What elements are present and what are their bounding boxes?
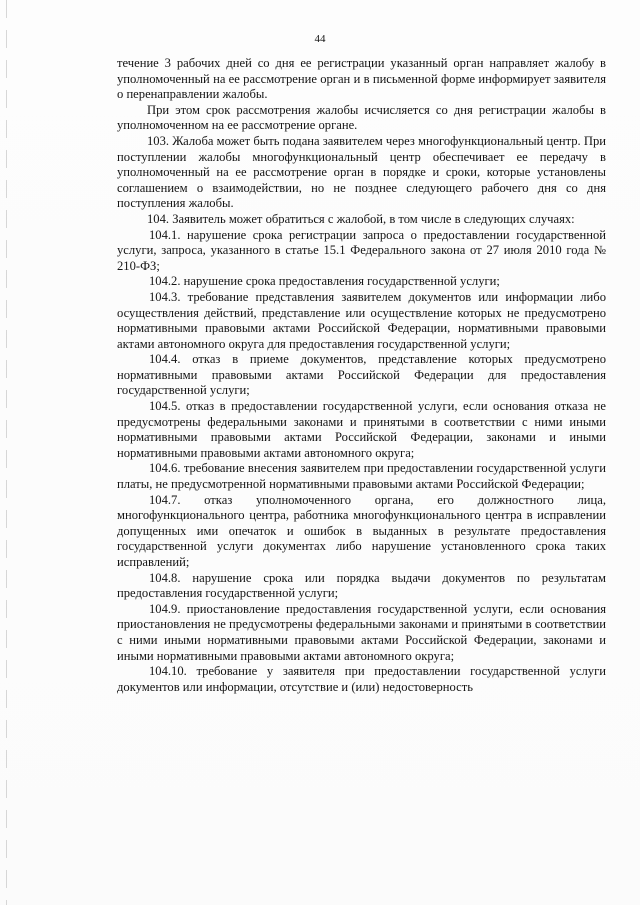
paragraph-103: 103. Жалоба может быть подана заявителем через многофункциональный центр. При поступлении жалобы многофункциональный центр обеспечивает ее передачу в уполномоченный на ее рассмотрение орган в порядке и сроки, которые установлены соглашением о взаимодействии, но не позднее следующего рабочего дня со дня поступления жалобы. [117,133,606,211]
subparagraph-104-8: 104.8. нарушение срока или порядка выдачи документов по результатам предоставления государственной услуги; [117,570,606,601]
paragraph: При этом срок рассмотрения жалобы исчисляется со дня регистрации жалобы в уполномоченном на ее рассмотрение органе. [117,102,606,133]
paragraph-continuation: течение 3 рабочих дней со дня ее регистрации указанный орган направляет жалобу в уполномоченный на ее рассмотрение орган и в письменной форме информирует заявителя о перенаправлении жалобы. [117,56,606,102]
subparagraph-104-3: 104.3. требование представления заявителем документов или информации либо осуществления действий, представление или осуществление которых не предусмотрено нормативными правовыми актами Российской Федерации, нормативными правовыми актами автономного округа для предоставления государственной услуги; [117,289,606,351]
subparagraph-104-9: 104.9. приостановление предоставления государственной услуги, если основания приостановления не предусмотрены федеральными законами и принятыми в соответствии с ними иными нормативными правовыми актами Российской Федерации, законами и иными нормативными правовыми актами автономного округа; [117,601,606,663]
paragraph-104: 104. Заявитель может обратиться с жалобой, в том числе в следующих случаях: [147,211,575,226]
subparagraph-104-4: 104.4. отказ в приеме документов, представление которых предусмотрено нормативными правовыми актами Российской Федерации для предоставления государственной услуги; [117,352,606,398]
subparagraph-104-6: 104.6. требование внесения заявителем при предоставлении государственной услуги платы, не предусмотренной нормативными правовыми актами Российской Федерации; [117,461,606,492]
subparagraph-104-7: 104.7. отказ уполномоченного органа, его должностного лица, многофункционального центра, работника многофункционального центра в исправлении допущенных ими опечаток и ошибок в выданных в результате предоставления государственной услуги документах либо нарушение установленного срока таких исправлений; [117,492,606,569]
body-text [117,56,606,695]
subparagraph-104-2: 104.2. нарушение срока предоставления государственной услуги; [149,274,500,289]
subparagraph-104-1: 104.1. нарушение срока регистрации запроса о предоставлении государственной услуги, запроса, указанного в статье 15.1 Федерального закона от 27 июля 2010 года № 210-ФЗ; [117,227,606,273]
scan-edge-artifact [6,0,7,905]
subparagraph-104-10: 104.10. требование у заявителя при предоставлении государственной услуги документов или информации, отсутствие и (или) недостоверность [117,664,606,694]
page-number: 44 [314,33,326,45]
subparagraph-104-5: 104.5. отказ в предоставлении государственной услуги, если основания отказа не предусмотрены федеральными законами и принятыми в соответствии с ними иными нормативными правовыми актами Российской Федерации, законами и иными нормативными правовыми актами автономного округа; [117,399,606,460]
